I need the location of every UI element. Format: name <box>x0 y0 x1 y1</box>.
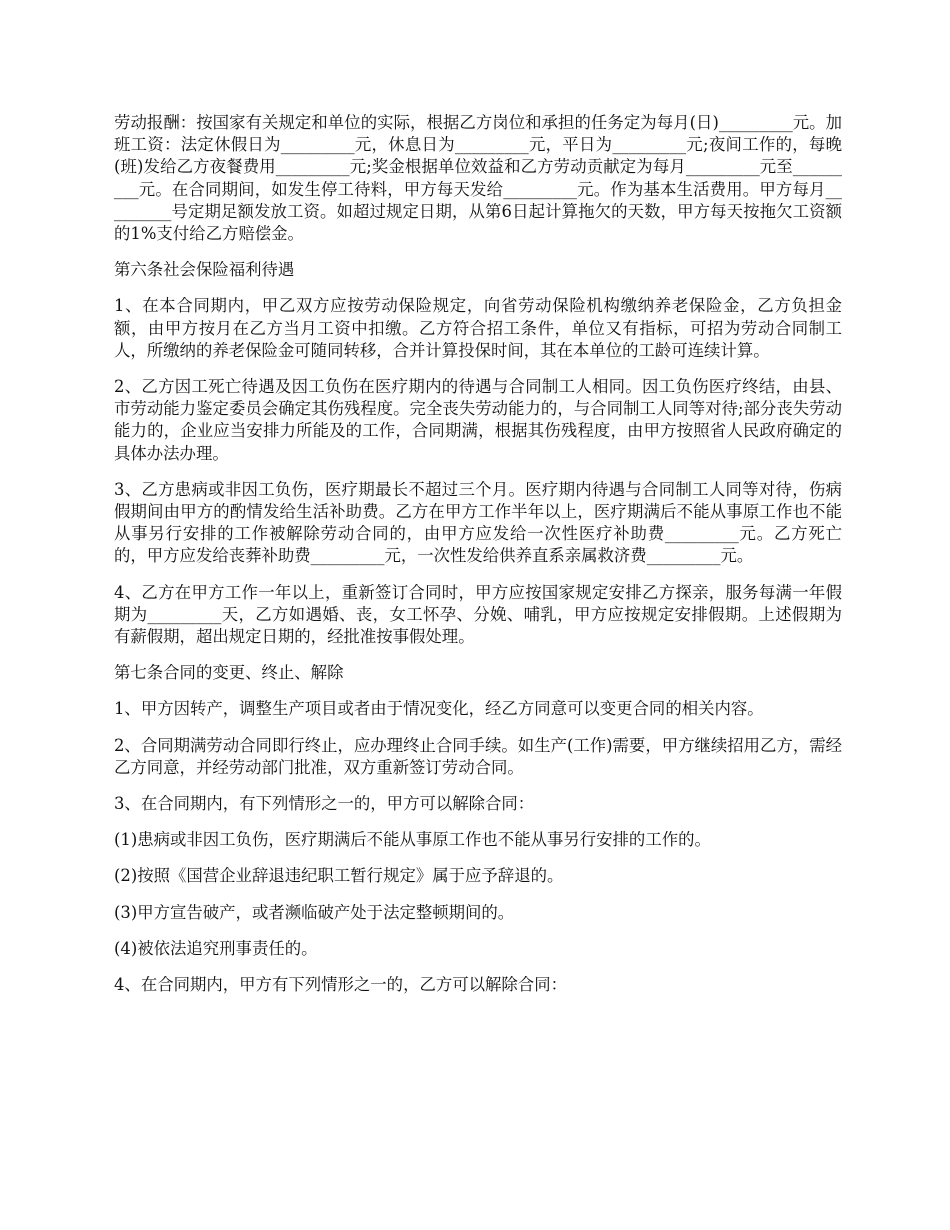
article-6-heading: 第六条社会保险福利待遇 <box>114 260 295 280</box>
article-7-item-1: 1、甲方因转产，调整生产项目或者由于情况变化，经乙方同意可以变更合同的相关内容。 <box>114 699 764 719</box>
article-6-item-2: 2、乙方因工死亡待遇及因工负伤在医疗期内的待遇与合同制工人相同。因工负伤医疗终结，由县、市劳动能力鉴定委员会确定其伤残程度。完全丧失劳动能力的，与合同制工人同等对待;部分丧失劳动能力的，企业应当安排力所能及的工作，合同期满，根据其伤残程度，由甲方按照省人民政府确定的具体办法办理。 <box>114 377 842 463</box>
article-7-item-3-2: (2)按照《国营企业辞退违纪职工暂行规定》属于应予辞退的。 <box>114 866 564 886</box>
article-7-item-3-1: (1)患病或非因工负伤，医疗期满后不能从事原工作也不能从事另行安排的工作的。 <box>114 830 711 850</box>
document-page <box>114 112 842 1010</box>
article-7-item-3-3: (3)甲方宣告破产，或者濒临破产处于法定整顿期间的。 <box>114 902 515 922</box>
article-7-heading: 第七条合同的变更、终止、解除 <box>114 663 344 683</box>
article-6-item-3: 3、乙方患病或非因工负伤，医疗期最长不超过三个月。医疗期内待遇与合同制工人同等对待，伤病假期间由甲方的酌情发给生活补助费。乙方在甲方工作半年以上，医疗期满后不能从事原工作也不能从事另行安排的工作被解除劳动合同的，由甲方应发给一次性医疗补助费_________元。乙方死亡的，甲方应发给丧葬补助费_________元，一次性发给供养直系亲属救济费_________元。 <box>114 479 842 566</box>
article-6-item-1: 1、在本合同期内，甲乙双方应按劳动保险规定，向省劳动保险机构缴纳养老保险金，乙方负担金额，由甲方按月在乙方当月工资中扣缴。乙方符合招工条件，单位又有指标，可招为劳动合同制工人，所缴纳的养老保险金可随同转移，合并计算投保时间，其在本单位的工龄可连续计算。 <box>114 296 842 360</box>
salary-clause: 劳动报酬：按国家有关规定和单位的实际，根据乙方岗位和承担的任务定为每月(日)_________元。加班工资：法定休假日为_________元，休息日为_________元，平日为_________元;夜间工作的，每晚(班)发给乙方夜餐费用_________元;奖金根据单位效益和乙方劳动贡献定为每月_________元至_________元。在合同期间，如发生停工待料，甲方每天发给_________元。作为基本生活费用。甲方每月_________号定期足额发放工资。如超过规定日期，从第6日起计算拖欠的天数，甲方每天按拖欠工资额的1%支付给乙方赔偿金。 <box>114 113 842 244</box>
article-7-item-2: 2、合同期满劳动合同即行终止，应办理终止合同手续。如生产(工作)需要，甲方继续招用乙方，需经乙方同意，并经劳动部门批准，双方重新签订劳动合同。 <box>114 735 843 777</box>
article-6-item-4: 4、乙方在甲方工作一年以上，重新签订合同时，甲方应按国家规定安排乙方探亲，服务每满一年假期为_________天，乙方如遇婚、丧，女工怀孕、分娩、哺乳，甲方应按规定安排假期。上述假期为有薪假期，超出规定日期的，经批准按事假处理。 <box>114 582 842 647</box>
article-7-item-4: 4、在合同期内，甲方有下列情形之一的，乙方可以解除合同： <box>114 975 567 995</box>
article-7-item-3: 3、在合同期内，有下列情形之一的，甲方可以解除合同： <box>114 794 535 814</box>
article-7-item-3-4: (4)被依法追究刑事责任的。 <box>114 938 318 958</box>
